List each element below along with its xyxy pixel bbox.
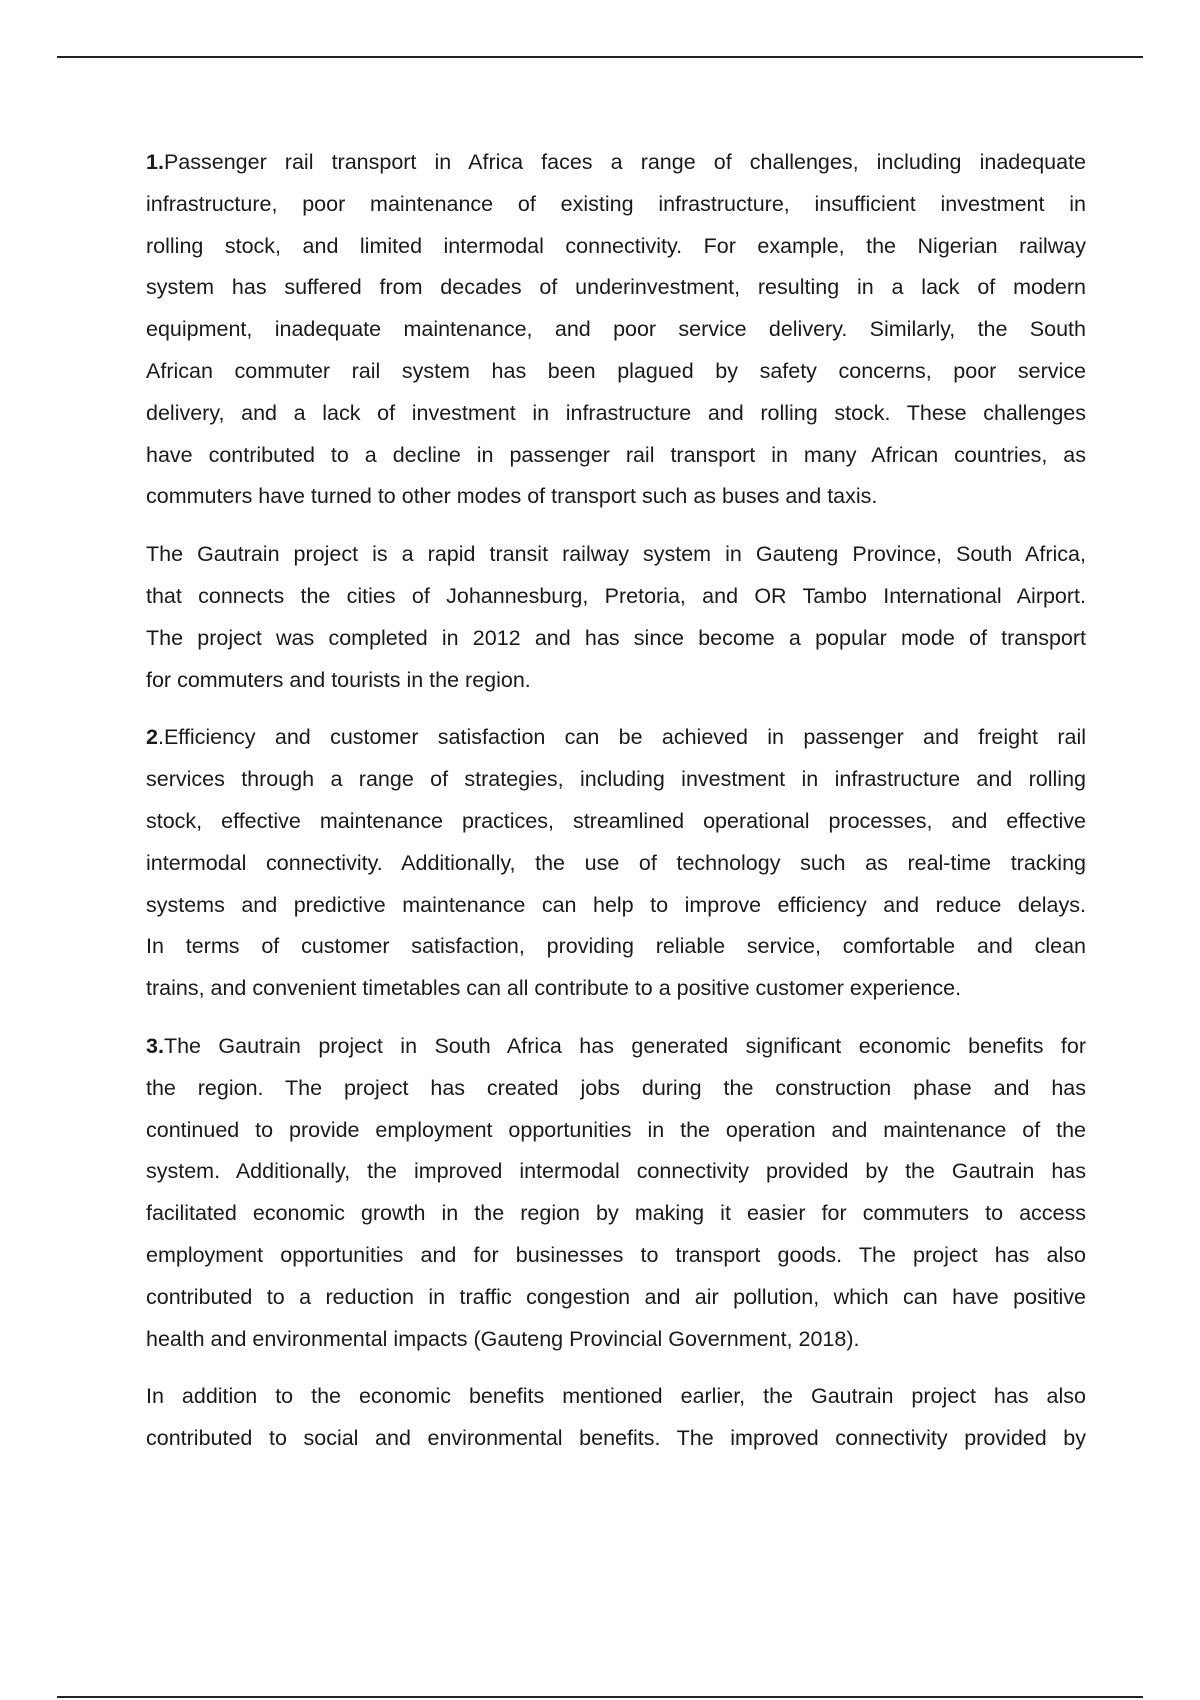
line-text: In addition to the economic benefits mentioned earlier, the Gautrain project has also (146, 1384, 1086, 1409)
text-line (146, 660, 1086, 702)
line-text: systems and predictive maintenance can help to improve efficiency and reduce delays. (146, 892, 1086, 917)
paragraph (146, 142, 1086, 518)
paragraph (146, 717, 1086, 1010)
text-line (146, 534, 1086, 576)
text-line (146, 1319, 1086, 1361)
line-text: .Efficiency and customer satisfaction can be achieved in passenger and freight rail (157, 725, 1086, 750)
line-text: facilitated economic growth in the region by making it easier for commuters to access (146, 1201, 1086, 1226)
line-text: trains, and convenient timetables can all contribute to a positive customer experience. (146, 976, 962, 1001)
line-text: have contributed to a decline in passenger rail transport in many African countries, as (146, 442, 1086, 467)
line-text: equipment, inadequate maintenance, and poor service delivery. Similarly, the South (146, 317, 1086, 342)
paragraph (146, 534, 1086, 701)
line-text: In terms of customer satisfaction, providing reliable service, comfortable and clean (146, 934, 1086, 959)
text-line (146, 1068, 1086, 1110)
footer-rule (57, 1696, 1143, 1698)
text-line (146, 1418, 1086, 1460)
line-text: rolling stock, and limited intermodal connectivity. For example, the Nigerian railway (146, 233, 1086, 258)
text-line (146, 1026, 1086, 1068)
line-text: contributed to social and environmental benefits. The improved connectivity provided by (146, 1426, 1086, 1451)
text-line (146, 435, 1086, 477)
line-text: system has suffered from decades of underinvestment, resulting in a lack of modern (146, 275, 1086, 300)
text-line (146, 618, 1086, 660)
line-text: The project was completed in 2012 and has since become a popular mode of transport (146, 625, 1086, 650)
text-line (146, 1110, 1086, 1152)
line-text: system. Additionally, the improved intermodal connectivity provided by the Gautrain has (146, 1159, 1086, 1184)
line-text: stock, effective maintenance practices, streamlined operational processes, and effective (146, 808, 1086, 833)
line-text: that connects the cities of Johannesburg, Pretoria, and OR Tambo International Airport. (146, 583, 1086, 608)
text-line (146, 1235, 1086, 1277)
text-line (146, 226, 1086, 268)
line-text: African commuter rail system has been plagued by safety concerns, poor service (146, 358, 1086, 383)
line-text: the region. The project has created jobs during the construction phase and has (146, 1075, 1086, 1100)
text-line (146, 885, 1086, 927)
text-line (146, 759, 1086, 801)
text-line (146, 476, 1086, 518)
section-number: 3. (146, 1033, 164, 1058)
text-line (146, 351, 1086, 393)
line-text: Passenger rail transport in Africa faces a range of challenges, including inadequate (163, 150, 1086, 174)
line-text: intermodal connectivity. Additionally, the use of technology such as real-time tracking (146, 850, 1086, 875)
line-text: The Gautrain project in South Africa has generated significant economic benefits for (163, 1033, 1086, 1058)
text-line (146, 576, 1086, 618)
text-line (146, 1151, 1086, 1193)
line-text: for commuters and tourists in the region. (146, 667, 531, 692)
text-line (146, 926, 1086, 968)
text-line (146, 1277, 1086, 1319)
section-number: 2 (146, 725, 158, 750)
text-line (146, 843, 1086, 885)
text-line (146, 968, 1086, 1010)
paragraph (146, 1026, 1086, 1360)
text-line (146, 1376, 1086, 1418)
paragraph (146, 1376, 1086, 1460)
text-line (146, 717, 1086, 759)
line-text: infrastructure, poor maintenance of existing infrastructure, insufficient investment in (146, 191, 1086, 216)
text-line (146, 801, 1086, 843)
line-text: commuters have turned to other modes of transport such as buses and taxis. (146, 484, 878, 509)
line-text: health and environmental impacts (Gauteng Provincial Government, 2018). (146, 1326, 860, 1351)
text-line (146, 267, 1086, 309)
section-number: 1. (146, 150, 164, 174)
text-line (146, 1193, 1086, 1235)
line-text: employment opportunities and for businesses to transport goods. The project has also (146, 1242, 1086, 1267)
text-line (146, 393, 1086, 435)
line-text: contributed to a reduction in traffic congestion and air pollution, which can have positive (146, 1284, 1086, 1309)
header-rule (57, 56, 1143, 58)
document-body (146, 142, 1086, 1476)
text-line (146, 309, 1086, 351)
line-text: The Gautrain project is a rapid transit railway system in Gauteng Province, South Africa, (146, 542, 1086, 567)
line-text: continued to provide employment opportunities in the operation and maintenance of the (146, 1117, 1086, 1142)
line-text: services through a range of strategies, including investment in infrastructure and rolling (146, 767, 1086, 792)
text-line (146, 184, 1086, 226)
text-line (146, 142, 1086, 184)
line-text: delivery, and a lack of investment in infrastructure and rolling stock. These challenges (146, 400, 1086, 425)
